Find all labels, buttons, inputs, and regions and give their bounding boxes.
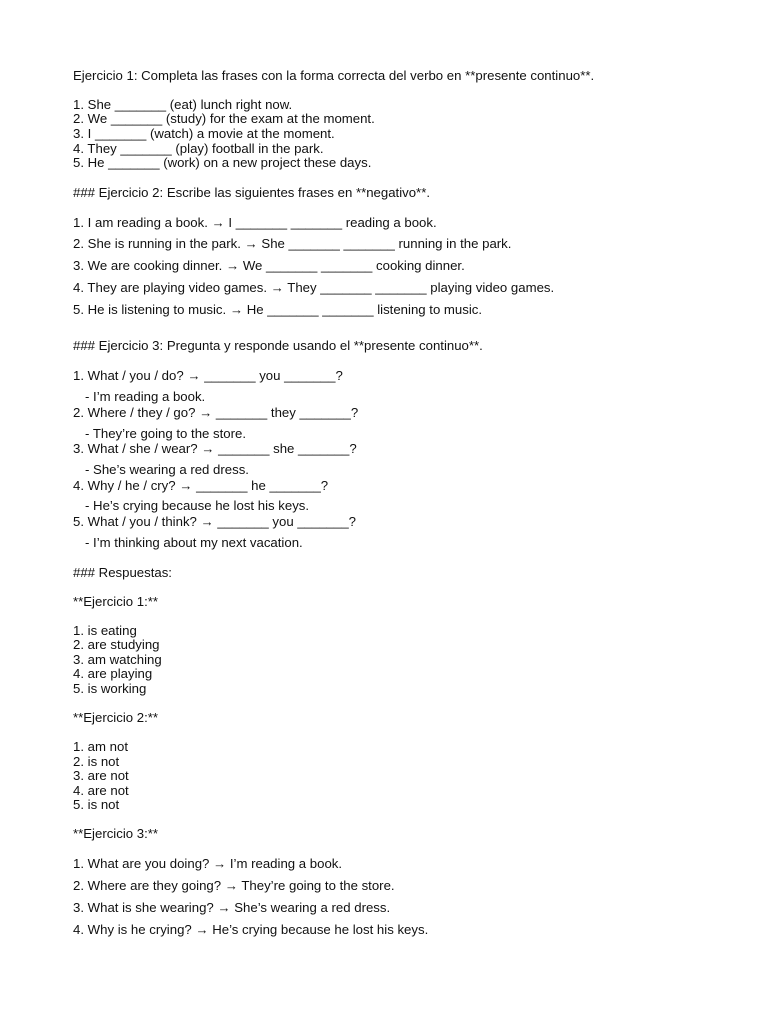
exercise-1-item: 5. He _______ (work) on a new project these days. — [73, 155, 372, 170]
answers-ex2-item: 1. am not — [73, 739, 128, 754]
exercise-2-item: 4. They are playing video games. → They _______ _______ playing video games. — [73, 280, 555, 295]
exercise-3-answer: - They’re going to the store. — [85, 426, 247, 441]
answers-ex3-item: 1. What are you doing? → I’m reading a book. — [73, 856, 343, 871]
exercise-3-question: 3. What / she / wear? → _______ she _______? — [73, 441, 357, 456]
answers-ex3-item: 2. Where are they going? → They’re going to the store. — [73, 878, 395, 893]
exercise-3-answer: - He’s crying because he lost his keys. — [85, 498, 310, 513]
answers-ex3-label: **Ejercicio 3:** — [73, 826, 159, 841]
exercise-3-question: 4. Why / he / cry? → _______ he _______? — [73, 478, 329, 493]
exercise-1-item: 2. We _______ (study) for the exam at the moment. — [73, 111, 375, 126]
exercise-3-answer: - She’s wearing a red dress. — [85, 462, 249, 477]
exercise-1-heading: Ejercicio 1: Completa las frases con la forma correcta del verbo en **presente continuo**. — [73, 68, 595, 83]
exercise-2-item: 5. He is listening to music. → He _______ _______ listening to music. — [73, 302, 483, 317]
answers-ex2-item: 2. is not — [73, 754, 120, 769]
answers-ex3-item: 3. What is she wearing? → She’s wearing a red dress. — [73, 900, 391, 915]
answers-ex3-item: 4. Why is he crying? → He’s crying because he lost his keys. — [73, 922, 429, 937]
answers-ex1-label: **Ejercicio 1:** — [73, 594, 159, 609]
exercise-3-question: 2. Where / they / go? → _______ they _______? — [73, 405, 359, 420]
answers-ex1-item: 5. is working — [73, 681, 147, 696]
exercise-2-item: 2. She is running in the park. → She _______ _______ running in the park. — [73, 236, 512, 251]
exercise-2-item: 3. We are cooking dinner. → We _______ _______ cooking dinner. — [73, 258, 465, 273]
exercise-3-heading: ### Ejercicio 3: Pregunta y responde usando el **presente continuo**. — [73, 338, 483, 353]
exercise-2-heading: ### Ejercicio 2: Escribe las siguientes frases en **negativo**. — [73, 185, 430, 200]
answers-ex2-label: **Ejercicio 2:** — [73, 710, 159, 725]
exercise-1-item: 1. She _______ (eat) lunch right now. — [73, 97, 293, 112]
exercise-3-answer: - I’m thinking about my next vacation. — [85, 535, 303, 550]
exercise-2-item: 1. I am reading a book. → I _______ _______ reading a book. — [73, 215, 437, 230]
answers-heading: ### Respuestas: — [73, 565, 172, 580]
answers-ex2-item: 4. are not — [73, 783, 129, 798]
answers-ex1-item: 1. is eating — [73, 623, 137, 638]
exercise-1-item: 4. They _______ (play) football in the park. — [73, 141, 324, 156]
answers-ex1-item: 4. are playing — [73, 666, 153, 681]
answers-ex1-item: 2. are studying — [73, 637, 160, 652]
exercise-1-item: 3. I _______ (watch) a movie at the moment. — [73, 126, 335, 141]
exercise-3-question: 1. What / you / do? → _______ you _______? — [73, 368, 343, 383]
exercise-3-answer: - I’m reading a book. — [85, 389, 206, 404]
exercise-3-question: 5. What / you / think? → _______ you _______? — [73, 514, 356, 529]
answers-ex1-item: 3. am watching — [73, 652, 162, 667]
answers-ex2-item: 5. is not — [73, 797, 120, 812]
answers-ex2-item: 3. are not — [73, 768, 129, 783]
